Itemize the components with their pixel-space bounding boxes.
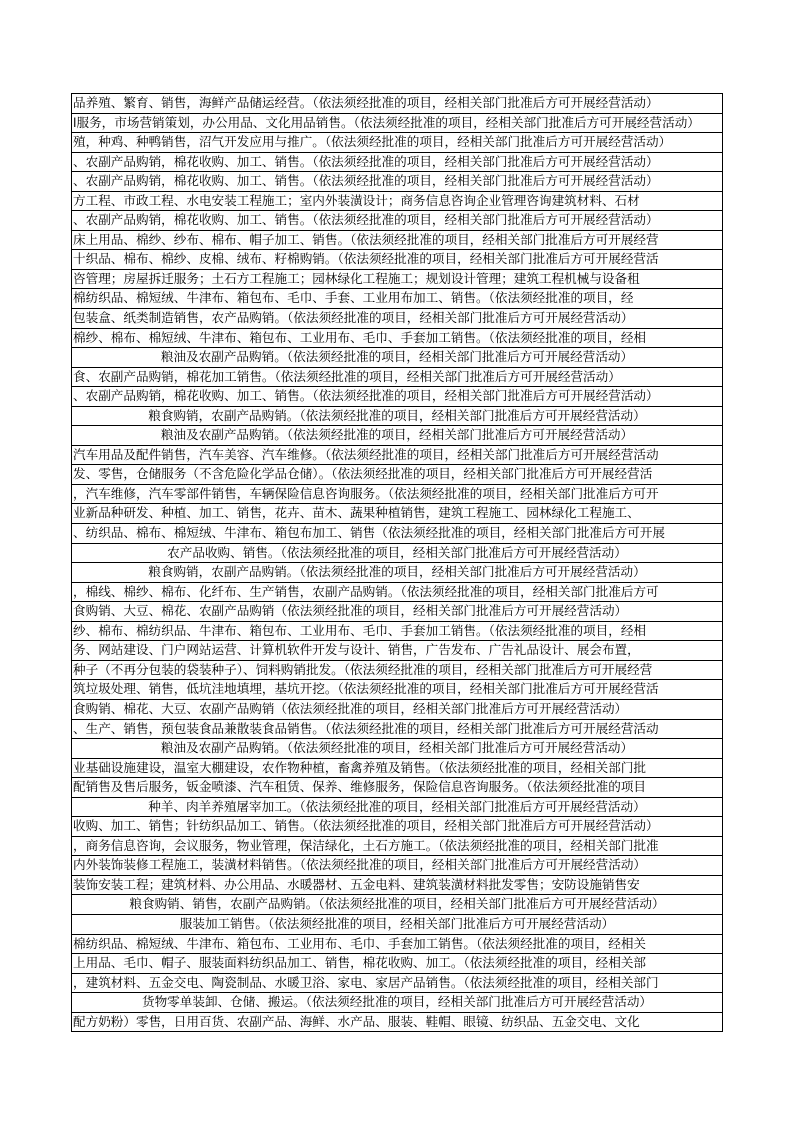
table-row: 、农副产品购销，棉花收购、加工、销售。（依法须经批准的项目，经相关部门批准后方可开展经营活动） [72,387,722,407]
table-row: ，汽车维修，汽车零部件销售，车辆保险信息咨询服务。（依法须经批准的项目，经相关部门批准后方可开 [72,485,722,505]
spreadsheet-table [71,93,723,1032]
table-row: 种子（不再分包装的袋装种子）、饲料购销批发。（依法须经批准的项目，经相关部门批准后方可开展经营 [72,661,722,681]
table-row: 棉纱、棉布、棉短绒、牛津布、箱包布、工业用布、毛巾、手套加工销售。（依法须经批准的项目，经相 [72,329,722,349]
table-row: 服装加工销售。（依法须经批准的项目，经相关部门批准后方可开展经营活动） [72,915,722,935]
table-row: 品养殖、繁育、销售，海鲜产品储运经营。（依法须经批准的项目，经相关部门批准后方可开展经营活动） [72,94,722,114]
table-row: 汽车用品及配件销售，汽车美容、汽车维修。（依法须经批准的项目，经相关部门批准后方可开展经营活动 [72,446,722,466]
table-row: 筑垃圾处理、销售，低坑洼地填埋，基坑开挖。（依法须经批准的项目，经相关部门批准后方可开展经营活 [72,680,722,700]
table-row: ，建筑材料、五金交电、陶瓷制品、水暖卫浴、家电、家居产品销售。（依法须经批准的项目，经相关部门 [72,974,722,994]
table-row: 、农副产品购销，棉花收购、加工、销售。（依法须经批准的项目，经相关部门批准后方可开展经营活动） [72,211,722,231]
table-row: 、农副产品购销，棉花收购、加工、销售。（依法须经批准的项目，经相关部门批准后方可开展经营活动） [72,172,722,192]
table-row: 棉纺织品、棉短绒、牛津布、箱包布、毛巾、手套、工业用布加工、销售。（依法须经批准的项目，经 [72,289,722,309]
table-row: 包装盒、纸类制造销售，农产品购销。（依法须经批准的项目，经相关部门批准后方可开展经营活动） [72,309,722,329]
table-row: 收购、加工、销售；针纺织品加工、销售。（依法须经批准的项目，经相关部门批准后方可开展经营活动） [72,817,722,837]
table-row: 食购销、大豆、棉花、农副产品购销（依法须经批准的项目，经相关部门批准后方可开展经营活动） [72,602,722,622]
table-row: 粮食购销、销售，农副产品购销。（依法须经批准的项目，经相关部门批准后方可开展经营活动） [72,895,722,915]
table-row: 方工程、市政工程、水电安装工程施工；室内外装潢设计；商务信息咨询企业管理咨询建筑材料、石材 [72,192,722,212]
table-row: 、农副产品购销，棉花收购、加工、销售。（依法须经批准的项目，经相关部门批准后方可开展经营活动） [72,153,722,173]
table-row: 粮食购销，农副产品购销。（依法须经批准的项目，经相关部门批准后方可开展经营活动） [72,407,722,427]
table-row: 粮油及农副产品购销。（依法须经批准的项目，经相关部门批准后方可开展经营活动） [72,426,722,446]
table-row: l服务，市场营销策划，办公用品、文化用品销售。（依法须经批准的项目，经相关部门批准后方可开展经营活动） [72,114,722,134]
table-row: 种羊、肉羊养殖屠宰加工。（依法须经批准的项目，经相关部门批准后方可开展经营活动） [72,798,722,818]
table-row: ，棉线、棉纱、棉布、化纤布、生产销售，农副产品购销。（依法须经批准的项目，经相关部门批准后方可 [72,583,722,603]
table-row: 、纺织品、棉布、棉短绒、牛津布、箱包布加工、销售（依法须经批准的项目，经相关部门批准后方可开展 [72,524,722,544]
table-row: 十织品、棉布、棉纱、皮棉、绒布、籽棉购销。（依法须经批准的项目，经相关部门批准后方可开展经营活 [72,250,722,270]
table-row: 业新品种研发、种植、加工、销售，花卉、苗木、蔬果种植销售，建筑工程施工、园林绿化工程施工、 [72,504,722,524]
table-row: 务、网站建设、门户网站运营、计算机软件开发与设计、销售，广告发布、广告礼品设计、展会布置， [72,641,722,661]
table-row: 食购销、棉花、大豆、农副产品购销（依法须经批准的项目，经相关部门批准后方可开展经营活动） [72,700,722,720]
table-row: 粮油及农副产品购销。（依法须经批准的项目，经相关部门批准后方可开展经营活动） [72,739,722,759]
table-row: 粮食购销，农副产品购销。（依法须经批准的项目，经相关部门批准后方可开展经营活动） [72,563,722,583]
table-row: 货物零单装卸、仓储、搬运。（依法须经批准的项目，经相关部门批准后方可开展经营活动） [72,993,722,1013]
table-row: 发、零售，仓储服务（不含危险化学品仓储）。（依法须经批准的项目，经相关部门批准后方可开展经营活 [72,465,722,485]
table-row: 配销售及售后服务，钣金喷漆、汽车租赁、保养、维修服务，保险信息咨询服务。（依法须经批准的项目 [72,778,722,798]
table-row: 棉纺织品、棉短绒、牛津布、箱包布、工业用布、毛巾、手套加工销售。（依法须经批准的项目，经相关 [72,935,722,955]
table-row: 咨管理；房屋拆迁服务；土石方工程施工；园林绿化工程施工；规划设计管理；建筑工程机械与设备租 [72,270,722,290]
table-row: 粮油及农副产品购销。（依法须经批准的项目，经相关部门批准后方可开展经营活动） [72,348,722,368]
table-row: ，商务信息咨询，会议服务，物业管理，保洁绿化，土石方施工。（依法须经批准的项目，经相关部门批准 [72,837,722,857]
table-row: 殖，种鸡、种鸭销售，沼气开发应用与推广。（依法须经批准的项目，经相关部门批准后方可开展经营活动） [72,133,722,153]
table-row: 业基础设施建设，温室大棚建设，农作物种植，畜禽养殖及销售。（依法须经批准的项目，经相关部门批 [72,759,722,779]
table-row: 、生产、销售，预包装食品兼散装食品销售。（依法须经批准的项目，经相关部门批准后方可开展经营活动 [72,720,722,740]
table-row: 农产品收购、销售。（依法须经批准的项目，经相关部门批准后方可开展经营活动） [72,544,722,564]
table-row: 内外装饰装修工程施工，装潢材料销售。（依法须经批准的项目，经相关部门批准后方可开展经营活动） [72,856,722,876]
table-row: 配方奶粉）零售，日用百货、农副产品、海鲜、水产品、服装、鞋帽、眼镜、纺织品、五金交电、文化 [72,1013,722,1033]
table-row: 食、农副产品购销，棉花加工销售。（依法须经批准的项目，经相关部门批准后方可开展经营活动） [72,368,722,388]
table-row: 装饰安装工程；建筑材料、办公用品、水暖器材、五金电料、建筑装潢材料批发零售；安防设施销售安 [72,876,722,896]
table-row: 纱、棉布、棉纺织品、牛津布、箱包布、工业用布、毛巾、手套加工销售。（依法须经批准的项目，经相 [72,622,722,642]
table-row: 床上用品、棉纱、纱布、棉布、帽子加工、销售。（依法须经批准的项目，经相关部门批准后方可开展经营 [72,231,722,251]
table-row: 上用品、毛巾、帽子、服装面料纺织品加工、销售，棉花收购、加工。（依法须经批准的项目，经相关部 [72,954,722,974]
